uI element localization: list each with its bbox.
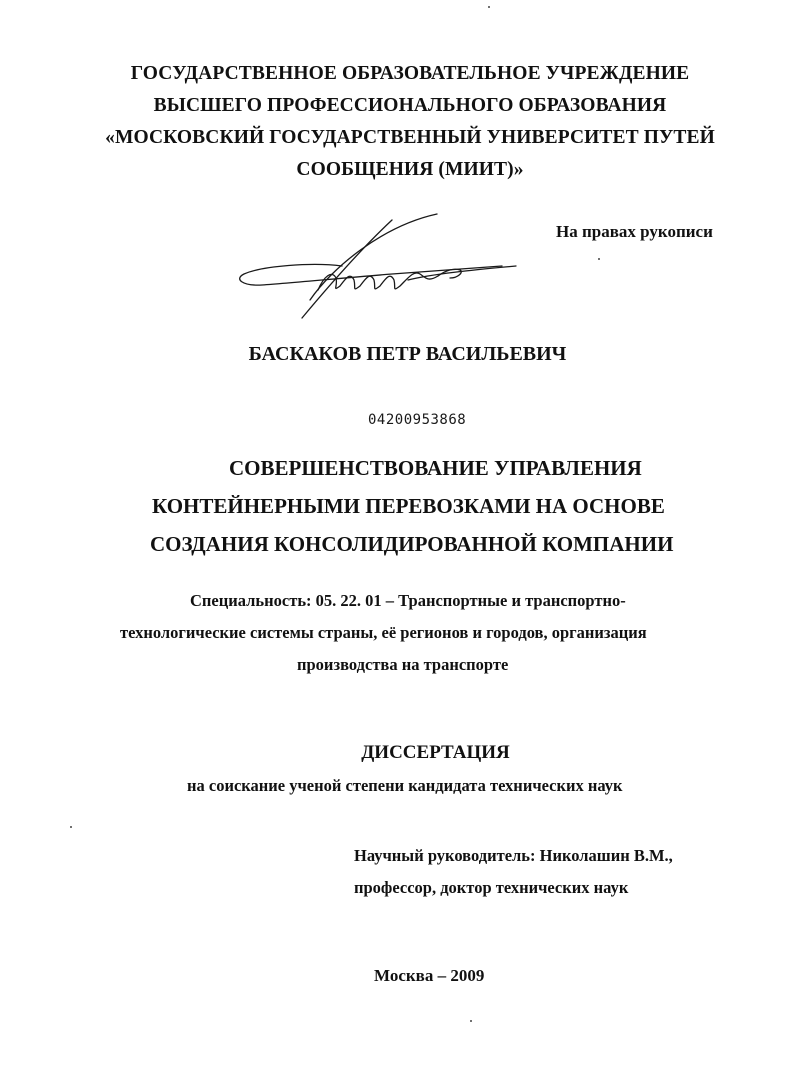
author-name bbox=[0, 343, 793, 366]
advisor-block bbox=[354, 840, 673, 904]
advisor-line-1: Научный руководитель: Николашин В.М., bbox=[354, 846, 673, 865]
city-year: Москва – 2009 bbox=[374, 966, 485, 985]
specialty-line-3: производства на транспорте bbox=[297, 655, 509, 674]
document-type-text: ДИССЕРТАЦИЯ bbox=[361, 742, 510, 763]
handwritten-signature bbox=[232, 208, 522, 326]
scan-speck bbox=[70, 826, 72, 828]
document-type bbox=[0, 742, 793, 764]
thesis-title-line-1: СОВЕРШЕНСТВОВАНИЕ УПРАВЛЕНИЯ bbox=[229, 456, 642, 480]
institution-header bbox=[60, 58, 760, 186]
institution-line-2: ВЫСШЕГО ПРОФЕССИОНАЛЬНОГО ОБРАЗОВАНИЯ bbox=[153, 95, 667, 116]
catalog-code: 04200953868 bbox=[368, 412, 467, 428]
scan-speck bbox=[470, 1020, 472, 1022]
institution-line-1: ГОСУДАРСТВЕННОЕ ОБРАЗОВАТЕЛЬНОЕ УЧРЕЖДЕНИЕ bbox=[130, 63, 690, 84]
advisor-line-2: профессор, доктор технических наук bbox=[354, 878, 629, 897]
specialty-line-2: технологические системы страны, её регионов и городов, организация bbox=[120, 623, 647, 642]
scan-speck bbox=[488, 6, 490, 8]
institution-line-4: СООБЩЕНИЯ (МИИТ)» bbox=[296, 159, 524, 180]
scan-speck bbox=[598, 258, 600, 260]
author-name-text: БАСКАКОВ ПЕТР ВАСИЛЬЕВИЧ bbox=[248, 343, 567, 365]
specialty-line-1: Специальность: 05. 22. 01 – Транспортные и транспортно- bbox=[190, 591, 626, 610]
institution-line-3: «МОСКОВСКИЙ ГОСУДАРСТВЕННЫЙ УНИВЕРСИТЕТ ПУТЕЙ bbox=[105, 127, 715, 148]
degree-statement: на соискание ученой степени кандидата технических наук bbox=[187, 776, 623, 795]
manuscript-rights-note: На правах рукописи bbox=[556, 222, 713, 241]
thesis-title-line-2: КОНТЕЙНЕРНЫМИ ПЕРЕВОЗКАМИ НА ОСНОВЕ bbox=[152, 494, 665, 518]
thesis-title-line-3: СОЗДАНИЯ КОНСОЛИДИРОВАННОЙ КОМПАНИИ bbox=[150, 532, 674, 556]
